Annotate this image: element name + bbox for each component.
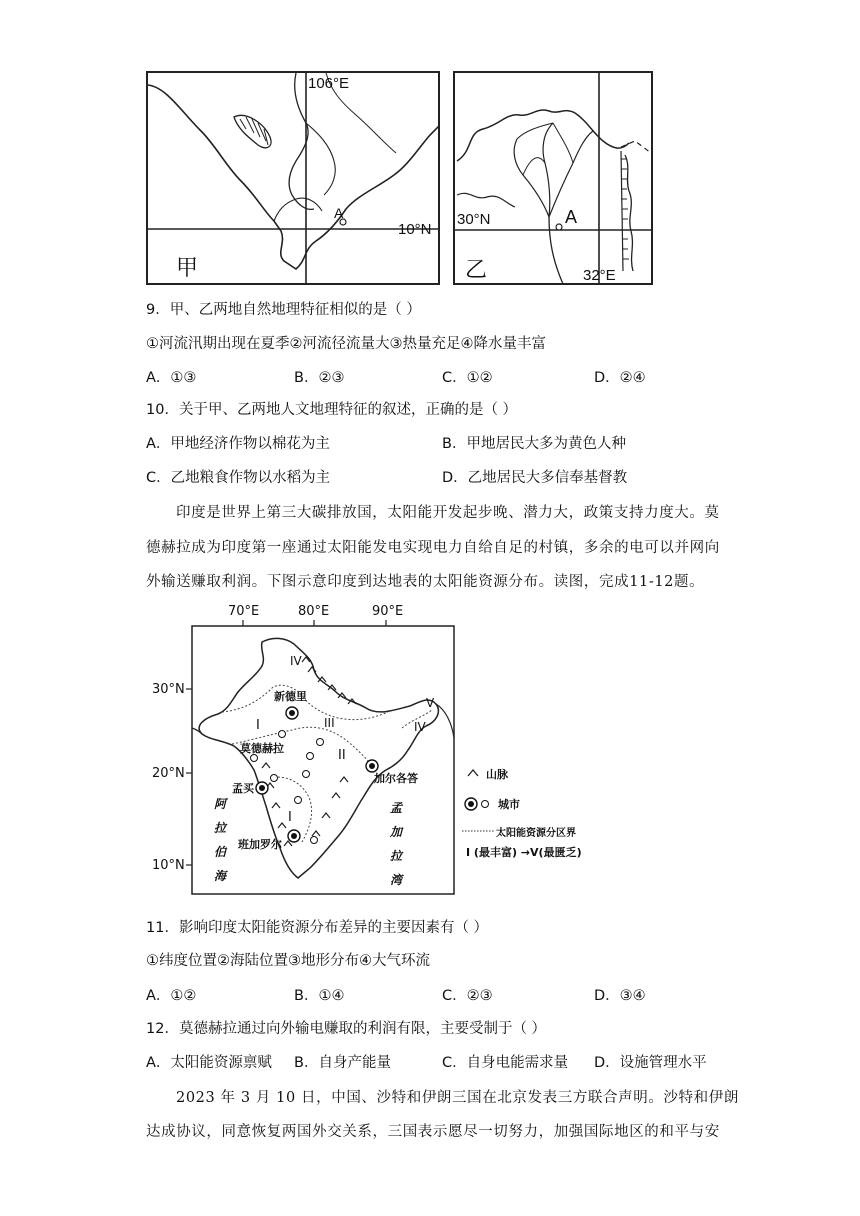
city-mumbai: 孟买 — [232, 782, 254, 795]
lon-label-70: 70°E — [228, 604, 260, 619]
bengal-char-4: 湾 — [390, 873, 403, 887]
q12-option-c[interactable]: C．自身电能需求量 — [442, 1055, 569, 1071]
bay-of-bengal-label — [390, 796, 402, 892]
q12-option-b[interactable]: B．自身产能量 — [294, 1055, 391, 1071]
q12-stem: 12．莫德赫拉通过向外输电赚取的利润有限，主要受制于（ ） — [146, 1021, 547, 1037]
q9-option-d[interactable]: D．②④ — [594, 370, 646, 386]
zone-v: V — [426, 696, 435, 710]
zone-i-north: I — [256, 718, 260, 733]
zone-ii: II — [338, 748, 346, 763]
yi-point-label: A — [565, 207, 578, 227]
city-new-delhi: 新德里 — [274, 690, 307, 703]
q12-option-d[interactable]: D．设施管理水平 — [594, 1055, 707, 1071]
legend-boundary: 太阳能资源分区界 — [496, 828, 576, 839]
legend-scale: I (最丰富) →V(最匮乏) — [466, 846, 582, 859]
jia-lat-label: 10°N — [398, 221, 432, 238]
jia-panel-label: 甲 — [176, 256, 199, 281]
lon-label-80: 80°E — [298, 604, 330, 619]
map-jia — [146, 71, 440, 285]
yi-lat-label: 30°N — [457, 211, 491, 228]
q10-option-a[interactable]: A．甲地经济作物以棉花为主 — [146, 436, 330, 452]
q11-items: ①纬度位置②海陆位置③地形分布④大气环流 — [146, 953, 430, 969]
q12-option-a[interactable]: A．太阳能资源禀赋 — [146, 1055, 272, 1071]
bengal-char-2: 加 — [390, 825, 403, 839]
city-bangalore: 班加罗尔 — [238, 838, 282, 851]
q9-option-c[interactable]: C．①② — [442, 370, 493, 386]
map-yi — [453, 71, 653, 285]
city-modhera: 莫德赫拉 — [240, 742, 284, 755]
q11-option-c[interactable]: C．②③ — [442, 988, 493, 1004]
lat-label-30: 30°N — [152, 682, 185, 697]
q11-option-d[interactable]: D．③④ — [594, 988, 646, 1004]
q11-option-a[interactable]: A．①② — [146, 988, 197, 1004]
zone-i-south: I — [288, 810, 292, 825]
q11-stem: 11．影响印度太阳能资源分布差异的主要因素有（ ） — [146, 920, 489, 936]
q9-option-a[interactable]: A．①③ — [146, 370, 197, 386]
q9-items: ①河流汛期出现在夏季②河流径流量大③热量充足④降水量丰富 — [146, 336, 546, 352]
bengal-char-1: 孟 — [390, 801, 403, 815]
q10-option-b[interactable]: B．甲地居民大多为黄色人种 — [442, 436, 626, 452]
zone-iii: III — [324, 716, 335, 730]
lat-label-20: 20°N — [152, 766, 185, 781]
lat-label-10: 10°N — [152, 858, 185, 873]
passage1-line-2: 德赫拉成为印度第一座通过太阳能发电实现电力自给自足的村镇，多余的电可以并网向 — [146, 540, 720, 556]
india-map — [152, 600, 746, 898]
q10-option-c[interactable]: C．乙地粮食作物以水稻为主 — [146, 470, 331, 486]
yi-lon-label: 32°E — [583, 267, 616, 284]
jia-point-label: A — [334, 205, 344, 221]
q9-stem: 9．甲、乙两地自然地理特征相似的是（ ） — [146, 302, 421, 318]
legend-city: 城市 — [498, 798, 520, 811]
bengal-char-3: 拉 — [390, 849, 403, 863]
arabian-sea-char-2: 拉 — [214, 821, 227, 835]
q9-option-b[interactable]: B．②③ — [294, 370, 345, 386]
city-kolkata: 加尔各答 — [374, 772, 418, 785]
q10-stem: 10．关于甲、乙两地人文地理特征的叙述，正确的是（ ） — [146, 402, 518, 418]
passage2-line-1: 2023 年 3 月 10 日，中国、沙特和伊朗三国在北京发表三方联合声明。沙特和伊朗 — [176, 1090, 739, 1106]
passage1-line-1: 印度是世界上第三大碳排放国，太阳能开发起步晚、潜力大，政策支持力度大。莫 — [176, 505, 720, 521]
arabian-sea-char-4: 海 — [214, 869, 227, 883]
yi-panel-label: 乙 — [465, 258, 488, 283]
jia-lon-label: 106°E — [308, 75, 350, 92]
arabian-sea-char-1: 阿 — [214, 797, 227, 811]
zone-iv-east: IV — [414, 720, 426, 734]
passage2-line-2: 达成协议，同意恢复两国外交关系，三国表示愿尽一切努力，加强国际地区的和平与安 — [146, 1124, 720, 1140]
arabian-sea-label — [214, 792, 226, 888]
lon-label-90: 90°E — [372, 604, 404, 619]
legend-mountain: 山脉 — [486, 768, 508, 781]
q10-option-d[interactable]: D．乙地居民大多信奉基督教 — [442, 470, 628, 486]
q11-option-b[interactable]: B．①④ — [294, 988, 345, 1004]
zone-iv-north: IV — [290, 654, 302, 668]
arabian-sea-char-3: 伯 — [214, 845, 227, 859]
passage1-line-3: 外输送赚取利润。下图示意印度到达地表的太阳能资源分布。读图，完成11-12题。 — [146, 574, 705, 590]
